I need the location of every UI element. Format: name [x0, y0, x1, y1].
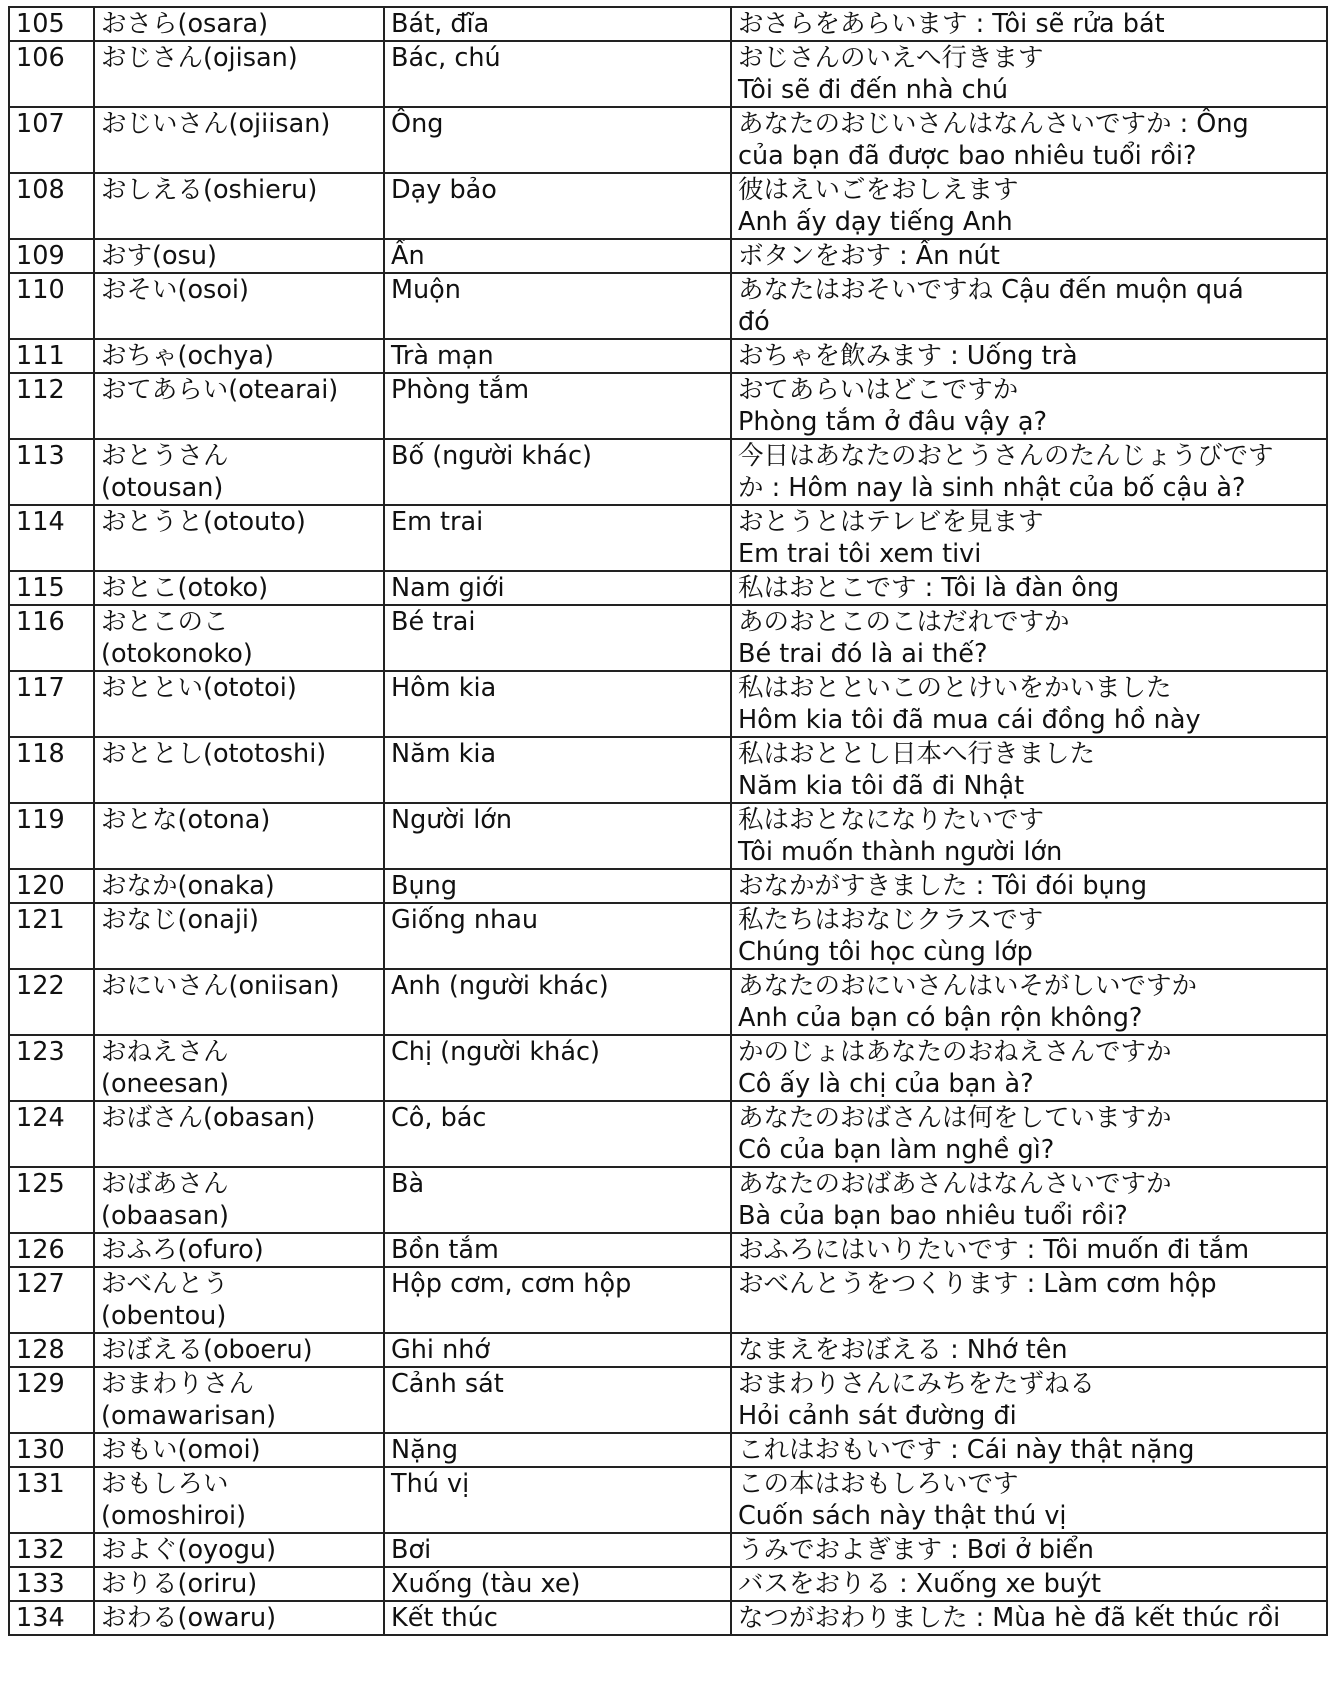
example-line: Năm kia tôi đã đi Nhật: [738, 771, 1025, 801]
entry-meaning: Bụng: [384, 869, 731, 903]
entry-example: [731, 1167, 1327, 1233]
entry-example: [731, 1333, 1327, 1367]
word-line: おばさん(obasan): [101, 1103, 316, 1133]
example-line: あなたはおそいですね Cậu đến muộn quá: [738, 275, 1244, 305]
entry-number: 131: [9, 1467, 94, 1533]
table-row: [9, 1533, 1327, 1567]
word-line: おしえる(oshieru): [101, 175, 318, 205]
entry-word: [94, 1433, 384, 1467]
example-line: Cô ấy là chị của bạn à?: [738, 1069, 1034, 1099]
entry-meaning: Người lớn: [384, 803, 731, 869]
entry-meaning: Bé trai: [384, 605, 731, 671]
entry-example: [731, 1101, 1327, 1167]
entry-example: [731, 41, 1327, 107]
entry-number: 119: [9, 803, 94, 869]
entry-word: [94, 1333, 384, 1367]
entry-meaning: Cô, bác: [384, 1101, 731, 1167]
entry-word: [94, 969, 384, 1035]
entry-meaning: Bố (người khác): [384, 439, 731, 505]
entry-number: 127: [9, 1267, 94, 1333]
entry-meaning: Xuống (tàu xe): [384, 1567, 731, 1601]
entry-meaning: Bơi: [384, 1533, 731, 1567]
word-line: おりる(oriru): [101, 1569, 258, 1599]
entry-word: [94, 107, 384, 173]
entry-word: [94, 605, 384, 671]
entry-number: 108: [9, 173, 94, 239]
entry-number: 116: [9, 605, 94, 671]
example-line: あのおとこのこはだれですか: [738, 607, 1070, 637]
entry-example: [731, 737, 1327, 803]
entry-number: 111: [9, 339, 94, 373]
entry-number: 126: [9, 1233, 94, 1267]
word-line: (otousan): [101, 473, 224, 503]
table-row: [9, 173, 1327, 239]
example-line: 私はおとなになりたいです: [738, 805, 1045, 835]
example-line: Em trai tôi xem tivi: [738, 539, 982, 569]
example-line: おとうとはテレビを見ます: [738, 507, 1044, 537]
table-row: [9, 1567, 1327, 1601]
table-row: [9, 869, 1327, 903]
entry-example: [731, 339, 1327, 373]
example-line: 私はおとこです : Tôi là đàn ông: [738, 573, 1120, 603]
example-line: đó: [738, 307, 770, 337]
entry-meaning: Nam giới: [384, 571, 731, 605]
example-line: おふろにはいりたいです : Tôi muốn đi tắm: [738, 1235, 1250, 1265]
example-line: うみでおよぎます : Bơi ở biển: [738, 1535, 1094, 1565]
example-line: ボタンをおす : Ấn nút: [738, 241, 1000, 271]
word-line: おにいさん(oniisan): [101, 971, 340, 1001]
table-row: [9, 571, 1327, 605]
example-line: おじさんのいえへ行きます: [738, 43, 1044, 73]
entry-number: 124: [9, 1101, 94, 1167]
entry-example: [731, 505, 1327, 571]
entry-word: [94, 505, 384, 571]
entry-word: [94, 571, 384, 605]
entry-word: [94, 439, 384, 505]
table-row: [9, 903, 1327, 969]
table-row: [9, 339, 1327, 373]
entry-word: [94, 869, 384, 903]
entry-example: [731, 869, 1327, 903]
entry-example: [731, 803, 1327, 869]
word-line: おす(osu): [101, 241, 217, 271]
entry-word: [94, 1567, 384, 1601]
example-line: か : Hôm nay là sinh nhật của bố cậu à?: [738, 473, 1246, 503]
entry-example: [731, 903, 1327, 969]
entry-example: [731, 671, 1327, 737]
entry-example: [731, 1035, 1327, 1101]
word-line: およぐ(oyogu): [101, 1535, 277, 1565]
word-line: おとうと(otouto): [101, 507, 306, 537]
example-line: おちゃを飲みます : Uống trà: [738, 341, 1078, 371]
example-line: Anh ấy dạy tiếng Anh: [738, 207, 1013, 237]
entry-meaning: Ghi nhớ: [384, 1333, 731, 1367]
entry-meaning: Phòng tắm: [384, 373, 731, 439]
table-row: [9, 41, 1327, 107]
entry-meaning: Giống nhau: [384, 903, 731, 969]
entry-example: [731, 1533, 1327, 1567]
table-row: [9, 671, 1327, 737]
example-line: あなたのおばさんは何をしていますか: [738, 1103, 1172, 1133]
entry-meaning: Nặng: [384, 1433, 731, 1467]
table-row: [9, 1167, 1327, 1233]
table-row: [9, 505, 1327, 571]
entry-number: 107: [9, 107, 94, 173]
entry-number: 132: [9, 1533, 94, 1567]
example-line: おべんとうをつくります : Làm cơm hộp: [738, 1269, 1217, 1299]
entry-number: 120: [9, 869, 94, 903]
word-line: おわる(owaru): [101, 1603, 277, 1633]
entry-example: [731, 173, 1327, 239]
entry-word: [94, 1035, 384, 1101]
example-line: おてあらいはどこですか: [738, 375, 1019, 405]
entry-meaning: Bát, đĩa: [384, 7, 731, 41]
entry-word: [94, 903, 384, 969]
entry-example: [731, 1567, 1327, 1601]
entry-meaning: Bác, chú: [384, 41, 731, 107]
word-line: (omawarisan): [101, 1401, 277, 1431]
entry-number: 129: [9, 1367, 94, 1433]
word-line: おまわりさん: [101, 1369, 255, 1399]
table-row: [9, 605, 1327, 671]
entry-meaning: Dạy bảo: [384, 173, 731, 239]
entry-example: [731, 605, 1327, 671]
entry-word: [94, 1267, 384, 1333]
example-line: của bạn đã được bao nhiêu tuổi rồi?: [738, 141, 1197, 171]
example-line: バスをおりる : Xuống xe buýt: [738, 1569, 1102, 1599]
table-row: [9, 1601, 1327, 1635]
table-row: [9, 1333, 1327, 1367]
example-line: Hỏi cảnh sát đường đi: [738, 1401, 1017, 1431]
word-line: (omoshiroi): [101, 1501, 247, 1531]
example-line: Bà của bạn bao nhiêu tuổi rồi?: [738, 1201, 1128, 1231]
word-line: おなじ(onaji): [101, 905, 259, 935]
example-line: Tôi muốn thành người lớn: [738, 837, 1063, 867]
example-line: Cô của bạn làm nghề gì?: [738, 1135, 1055, 1165]
entry-meaning: Bồn tắm: [384, 1233, 731, 1267]
word-line: おとこのこ: [101, 607, 229, 637]
table-row: [9, 803, 1327, 869]
entry-meaning: Ông: [384, 107, 731, 173]
entry-example: [731, 273, 1327, 339]
entry-number: 115: [9, 571, 94, 605]
table-row: [9, 439, 1327, 505]
word-line: おふろ(ofuro): [101, 1235, 264, 1265]
table-row: [9, 107, 1327, 173]
entry-word: [94, 1601, 384, 1635]
entry-word: [94, 1167, 384, 1233]
entry-number: 121: [9, 903, 94, 969]
word-line: おてあらい(otearai): [101, 375, 339, 405]
entry-word: [94, 1101, 384, 1167]
entry-number: 128: [9, 1333, 94, 1367]
example-line: Cuốn sách này thật thú vị: [738, 1501, 1067, 1531]
entry-meaning: Thú vị: [384, 1467, 731, 1533]
example-line: Tôi sẽ đi đến nhà chú: [738, 75, 1009, 105]
example-line: 私はおとといこのとけいをかいました: [738, 673, 1172, 703]
word-line: おとうさん: [101, 441, 229, 471]
entry-word: [94, 173, 384, 239]
word-line: (oneesan): [101, 1069, 230, 1099]
word-line: おもい(omoi): [101, 1435, 261, 1465]
table-row: [9, 239, 1327, 273]
entry-meaning: Cảnh sát: [384, 1367, 731, 1433]
entry-example: [731, 7, 1327, 41]
entry-word: [94, 803, 384, 869]
word-line: おべんとう: [101, 1269, 229, 1299]
entry-word: [94, 41, 384, 107]
table-row: [9, 1367, 1327, 1433]
example-line: Phòng tắm ở đâu vậy ạ?: [738, 407, 1048, 437]
word-line: おばあさん: [101, 1169, 229, 1199]
example-line: なまえをおぼえる : Nhớ tên: [738, 1335, 1068, 1365]
entry-number: 125: [9, 1167, 94, 1233]
table-row: [9, 1101, 1327, 1167]
table-row: [9, 1433, 1327, 1467]
entry-word: [94, 671, 384, 737]
entry-word: [94, 1467, 384, 1533]
entry-meaning: Trà mạn: [384, 339, 731, 373]
entry-meaning: Em trai: [384, 505, 731, 571]
table-row: [9, 737, 1327, 803]
entry-example: [731, 439, 1327, 505]
entry-word: [94, 1233, 384, 1267]
entry-number: 112: [9, 373, 94, 439]
entry-example: [731, 373, 1327, 439]
example-line: Anh của bạn có bận rộn không?: [738, 1003, 1143, 1033]
entry-number: 133: [9, 1567, 94, 1601]
entry-number: 118: [9, 737, 94, 803]
word-line: おととい(ototoi): [101, 673, 297, 703]
word-line: (otokonoko): [101, 639, 253, 669]
entry-number: 110: [9, 273, 94, 339]
example-line: この本はおもしろいです: [738, 1469, 1019, 1499]
table-row: [9, 373, 1327, 439]
entry-example: [731, 1433, 1327, 1467]
table-row: [9, 1233, 1327, 1267]
entry-number: 113: [9, 439, 94, 505]
example-line: おさらをあらいます : Tôi sẽ rửa bát: [738, 9, 1165, 39]
entry-word: [94, 7, 384, 41]
example-line: これはおもいです : Cái này thật nặng: [738, 1435, 1195, 1465]
entry-example: [731, 1367, 1327, 1433]
entry-word: [94, 273, 384, 339]
entry-example: [731, 1267, 1327, 1333]
entry-example: [731, 1233, 1327, 1267]
example-line: かのじょはあなたのおねえさんですか: [738, 1037, 1172, 1067]
table-row: [9, 7, 1327, 41]
entry-example: [731, 969, 1327, 1035]
entry-word: [94, 373, 384, 439]
entry-word: [94, 737, 384, 803]
example-line: 今日はあなたのおとうさんのたんじょうびです: [738, 441, 1274, 471]
word-line: おそい(osoi): [101, 275, 249, 305]
table-row: [9, 273, 1327, 339]
word-line: おもしろい: [101, 1469, 229, 1499]
entry-example: [731, 571, 1327, 605]
entry-number: 130: [9, 1433, 94, 1467]
entry-example: [731, 1467, 1327, 1533]
entry-meaning: Kết thúc: [384, 1601, 731, 1635]
vocabulary-table-body: [9, 7, 1327, 1635]
word-line: おじさん(ojisan): [101, 43, 298, 73]
entry-number: 106: [9, 41, 94, 107]
word-line: (obentou): [101, 1301, 227, 1331]
word-line: おじいさん(ojiisan): [101, 109, 331, 139]
entry-meaning: Ấn: [384, 239, 731, 273]
example-line: Chúng tôi học cùng lớp: [738, 937, 1033, 967]
entry-word: [94, 339, 384, 373]
word-line: おさら(osara): [101, 9, 269, 39]
entry-number: 123: [9, 1035, 94, 1101]
entry-meaning: Bà: [384, 1167, 731, 1233]
word-line: おとな(otona): [101, 805, 271, 835]
example-line: あなたのおにいさんはいそがしいですか: [738, 971, 1198, 1001]
example-line: あなたのおじいさんはなんさいですか : Ông: [738, 109, 1249, 139]
word-line: おなか(onaka): [101, 871, 275, 901]
word-line: おねえさん: [101, 1037, 229, 1067]
example-line: 私はおととし日本へ行きました: [738, 739, 1096, 769]
example-line: Bé trai đó là ai thế?: [738, 639, 988, 669]
entry-meaning: Anh (người khác): [384, 969, 731, 1035]
example-line: なつがおわりました : Mùa hè đã kết thúc rồi: [738, 1603, 1281, 1633]
entry-word: [94, 239, 384, 273]
entry-meaning: Năm kia: [384, 737, 731, 803]
word-line: おとこ(otoko): [101, 573, 269, 603]
table-row: [9, 969, 1327, 1035]
vocabulary-table: [8, 6, 1328, 1636]
entry-meaning: Muộn: [384, 273, 731, 339]
entry-word: [94, 1367, 384, 1433]
entry-number: 117: [9, 671, 94, 737]
word-line: おぼえる(oboeru): [101, 1335, 313, 1365]
table-row: [9, 1467, 1327, 1533]
entry-meaning: Chị (người khác): [384, 1035, 731, 1101]
entry-meaning: Hộp cơm, cơm hộp: [384, 1267, 731, 1333]
entry-number: 114: [9, 505, 94, 571]
entry-example: [731, 107, 1327, 173]
table-row: [9, 1267, 1327, 1333]
entry-number: 134: [9, 1601, 94, 1635]
entry-word: [94, 1533, 384, 1567]
example-line: あなたのおばあさんはなんさいですか: [738, 1169, 1172, 1199]
example-line: 私たちはおなじクラスです: [738, 905, 1044, 935]
table-row: [9, 1035, 1327, 1101]
entry-number: 122: [9, 969, 94, 1035]
example-line: 彼はえいごをおしえます: [738, 175, 1019, 205]
word-line: おととし(ototoshi): [101, 739, 327, 769]
entry-meaning: Hôm kia: [384, 671, 731, 737]
entry-example: [731, 239, 1327, 273]
example-line: おまわりさんにみちをたずねる: [738, 1369, 1096, 1399]
example-line: Hôm kia tôi đã mua cái đồng hồ này: [738, 705, 1201, 735]
entry-number: 105: [9, 7, 94, 41]
word-line: (obaasan): [101, 1201, 230, 1231]
word-line: おちゃ(ochya): [101, 341, 274, 371]
example-line: おなかがすきました : Tôi đói bụng: [738, 871, 1148, 901]
entry-number: 109: [9, 239, 94, 273]
entry-example: [731, 1601, 1327, 1635]
